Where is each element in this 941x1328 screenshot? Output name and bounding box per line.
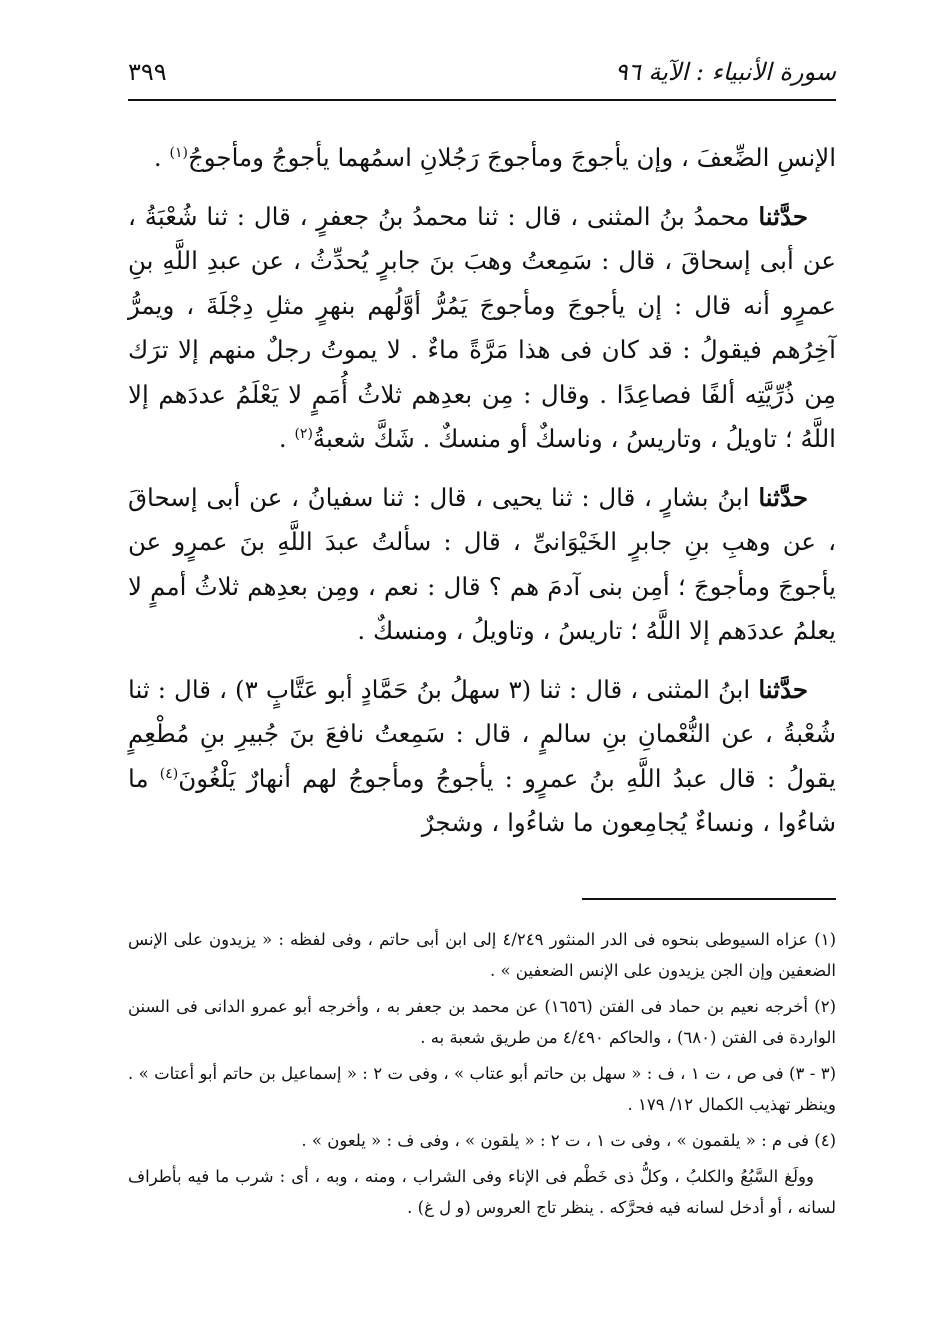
footnote: (٣ - ٣) فى ص ، ت ١ ، ف : « سهل بن حاتم أبو عتاب » ، وفى ت ٢ : « إسماعيل بن حاتم أبو أعتات » . وينظر تهذيب الكمال ١٢/ ١٧٩ . xyxy=(128,1064,836,1114)
footnote-rule xyxy=(582,898,836,900)
paragraph xyxy=(128,668,836,846)
footnotes xyxy=(128,924,836,1228)
paragraph-text: ابنُ بشارٍ ، قال : ثنا يحيى ، قال : ثنا سفيانُ ، عن أبى إسحاقَ ، عن وهبِ بنِ جابرٍ الخَيْوَانىِّ ، قال : سألتُ عبدَ اللَّهِ بنَ عمرٍو عن يأجوجَ ومأجوجَ ؛ أمِن بنى آدمَ هم ؟ قال : نعم ، ومِن بعدِهم ثلاثُ أممٍ لا يعلمُ عددَهم إلا اللَّهُ ؛ تاريسُ ، وتاويلُ ، ومنسكٌ . xyxy=(128,482,836,645)
paragraph xyxy=(128,195,836,462)
paragraph xyxy=(128,476,836,654)
footnote-marker: (٤) xyxy=(159,765,179,782)
paragraph-text: ابنُ المثنى ، قال : ثنا (٣ سهلُ بنُ حَمَّادٍ أبو عَتَّابٍ ٣) ، قال : ثنا شُعْبةُ ، عن النُّعْمانِ بنِ سالمٍ ، قال : سَمِعتُ نافعَ بنَ جُبيرِ بنِ مُطْعِمٍ يقولُ : قال عبدُ اللَّهِ بنُ عمرٍو : يأجوجُ ومأجوجُ لهم أنهارٌ يَلْغُونَ xyxy=(128,674,836,793)
page-number: ٣٩٩ xyxy=(128,58,167,86)
page-header xyxy=(128,58,836,98)
footnote: (٤) فى م : « يلقمون » ، وفى ت ١ ، ت ٢ : « يلقون » ، وفى ف : « يلعون » . xyxy=(301,1131,836,1150)
paragraph-tail: . xyxy=(278,424,295,453)
paragraph-lead: حدَّثنا xyxy=(758,482,808,512)
running-title: سورة الأنبياء : الآية ٩٦ xyxy=(614,58,836,86)
footnote-marker: (٢) xyxy=(294,425,313,442)
paragraph-text: محمدُ بنُ المثنى ، قال : ثنا محمدُ بنُ جعفرٍ ، قال : ثنا شُعْبَةُ ، عن أبى إسحاقَ ، قال : سَمِعتُ وهبَ بنَ جابرٍ يُحدِّثُ ، عن عبدِ اللَّهِ بنِ عمرٍو أنه قال : إن يأجوجَ ومأجوجَ يَمُرُّ أوَّلُهم بنهرٍ مثلِ دِجْلَةَ ، ويمرُّ آخِرُهم فيقولُ : قد كان فى هذا مَرَّةً ماءٌ . لا يموتُ رجلٌ منهم إلا ترَك مِن ذُرِّيَّتِه ألفًا فصاعِدًا . وقال : مِن بعدِهم ثلاثُ أُمَمٍ لا يَعْلَمُ عددَهم إلا اللَّهُ ؛ تاويلُ ، وتاريسُ ، وناسكٌ أو منسكٌ . شَكَّ شعبةُ xyxy=(128,201,836,453)
main-text xyxy=(128,136,836,860)
paragraph-text: الإنسِ الضِّعفَ ، وإن يأجوجَ ومأجوجَ رَجُلانِ اسمُهما يأجوجُ ومأجوجُ xyxy=(187,143,836,172)
paragraph-tail: . xyxy=(153,143,170,172)
paragraph-tail: ما شاءُوا ، ونساءٌ يُجامِعون ما شاءُوا ، وشجرٌ xyxy=(128,763,836,837)
header-rule xyxy=(128,99,836,101)
paragraph-lead: حدَّثنا xyxy=(758,201,808,231)
footnote: (١) عزاه السيوطى بنحوه فى الدر المنثور ٤/٢٤٩ إلى ابن أبى حاتم ، وفى لفظه : « يزيدون على الإنس الضعفين وإن الجن يزيدون على الإنس الضعفين » . xyxy=(128,930,836,980)
footnote-continuation: وولَغ السَّبُعُ والكلبُ ، وكلُّ ذى خَطْم فى الإناء وفى الشراب ، ومنه ، وبه ، أى : شرب ما فيه بأطراف لسانه ، أو أدخل لسانه فيه فحرَّكه . ينظر تاج العروس (و ل غ) . xyxy=(128,1167,836,1217)
paragraph-lead: حدَّثنا xyxy=(758,674,808,704)
footnote-marker: (١) xyxy=(169,144,188,161)
footnote: (٢) أخرجه نعيم بن حماد فى الفتن (١٦٥٦) عن محمد بن جعفر به ، وأخرجه أبو عمرو الدانى فى السنن الواردة فى الفتن (٦٨٠) ، والحاكم ٤/٤٩٠ من طريق شعبة به . xyxy=(128,997,836,1047)
paragraph xyxy=(128,136,836,181)
